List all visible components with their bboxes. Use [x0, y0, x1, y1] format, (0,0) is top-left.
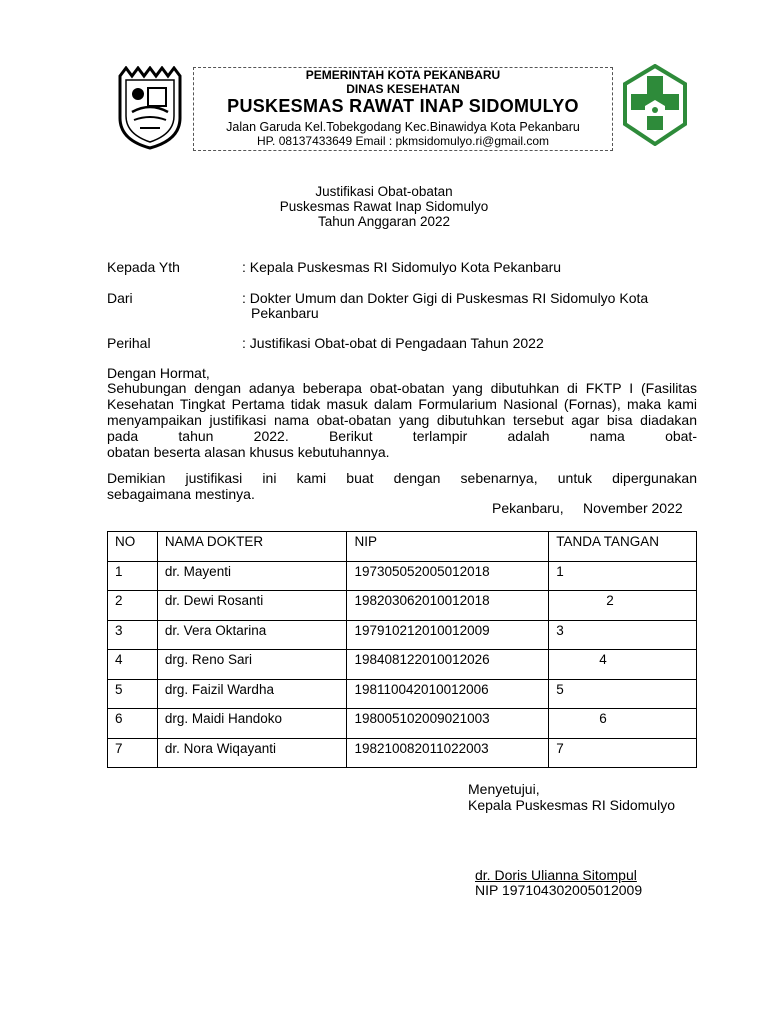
cell-signature: 3 — [549, 620, 697, 650]
to-label: Kepada Yth — [107, 259, 180, 275]
place-date: Pekanbaru, November 2022 — [492, 500, 683, 516]
table-row — [108, 709, 697, 739]
cell-signature: 1 — [549, 561, 697, 591]
header-signature: TANDA TANGAN — [549, 532, 697, 562]
cell-name: drg. Maidi Handoko — [157, 709, 347, 739]
cell-no: 7 — [108, 738, 158, 768]
paragraph-2 — [107, 470, 697, 502]
cell-no: 2 — [108, 591, 158, 621]
paragraph-2-last: sebagaimana mestinya. — [107, 486, 255, 502]
doctor-signature-table — [107, 531, 697, 768]
cell-name: dr. Mayenti — [157, 561, 347, 591]
approval-text: Menyetujui, — [468, 781, 540, 797]
cell-nip: 198203062010012018 — [347, 591, 549, 621]
cell-signature: 6 — [549, 709, 697, 739]
cell-name: dr. Dewi Rosanti — [157, 591, 347, 621]
from-value: : Dokter Umum dan Dokter Gigi di Puskesmas RI Sidomulyo Kota — [242, 290, 649, 306]
cell-nip: 198110042010012006 — [347, 679, 549, 709]
cell-no: 4 — [108, 650, 158, 680]
table-row — [108, 650, 697, 680]
greeting: Dengan Hormat, — [107, 365, 210, 381]
cell-signature: 5 — [549, 679, 697, 709]
cell-nip: 197910212010012009 — [347, 620, 549, 650]
cell-name: dr. Nora Wiqayanti — [157, 738, 347, 768]
cell-name: dr. Vera Oktarina — [157, 620, 347, 650]
cell-nip: 197305052005012018 — [347, 561, 549, 591]
paragraph-1 — [107, 380, 697, 460]
doc-title-line2: Puskesmas Rawat Inap Sidomulyo — [279, 199, 489, 214]
subject-value: : Justifikasi Obat-obat di Pengadaan Tahun 2022 — [242, 335, 544, 351]
doc-title-line3: Tahun Anggaran 2022 — [317, 214, 451, 229]
letterhead-department: DINAS KESEHATAN — [346, 82, 460, 96]
cell-nip: 198408122010012026 — [347, 650, 549, 680]
cell-no: 1 — [108, 561, 158, 591]
cell-nip: 198210082011022003 — [347, 738, 549, 768]
cell-signature: 7 — [549, 738, 697, 768]
table-row — [108, 620, 697, 650]
to-value: : Kepala Puskesmas RI Sidomulyo Kota Pekanbaru — [242, 259, 562, 275]
cell-name: drg. Reno Sari — [157, 650, 347, 680]
cell-nip: 198005102009021003 — [347, 709, 549, 739]
cell-name: drg. Faizil Wardha — [157, 679, 347, 709]
approval-role: Kepala Puskesmas RI Sidomulyo — [468, 797, 675, 813]
header-name: NAMA DOKTER — [157, 532, 347, 562]
paragraph-2-text: Demikian justifikasi ini kami buat dengan sebenarnya, untuk dipergunakan — [107, 470, 697, 486]
cell-signature: 4 — [549, 650, 697, 680]
table-row — [108, 591, 697, 621]
letterhead-name: PUSKESMAS RAWAT INAP SIDOMULYO — [227, 96, 579, 116]
from-value-cont: Pekanbaru — [251, 305, 319, 321]
signer-nip: NIP 197104302005012009 — [475, 882, 643, 898]
cell-no: 6 — [108, 709, 158, 739]
city-crest-logo — [118, 66, 182, 150]
letterhead-address: Jalan Garuda Kel.Tobekgodang Kec.Binawidya Kota Pekanbaru — [226, 120, 580, 134]
letterhead-city: PEMERINTAH KOTA PEKANBARU — [305, 68, 501, 82]
letterhead-contact: HP. 08137433649 Email : pkmsidomulyo.ri@gmail.com — [256, 134, 550, 148]
signer-name: dr. Doris Ulianna Sitompul — [475, 867, 637, 883]
puskesmas-logo — [621, 64, 689, 146]
table-row — [108, 738, 697, 768]
cell-signature: 2 — [549, 591, 697, 621]
table-row — [108, 679, 697, 709]
cell-no: 3 — [108, 620, 158, 650]
header-nip: NIP — [347, 532, 549, 562]
from-label: Dari — [107, 290, 133, 306]
subject-label: Perihal — [107, 335, 151, 351]
table-header-row — [108, 532, 697, 562]
doc-title-line1: Justifikasi Obat-obatan — [315, 184, 453, 199]
letterhead — [193, 67, 613, 151]
cell-no: 5 — [108, 679, 158, 709]
paragraph-1-text: Sehubungan dengan adanya beberapa obat-obatan yang dibutuhkan di FKTP I (Fasilitas Kesehatan Tingkat Pertama tidak masuk dalam Formularium Nasional (Fornas), maka kami menyampaikan justifikasi nama obat-obatan yang dibutuhkan tersebut agar bisa diadakan pada tahun 2022. Berikut terlampir adalah nama obat- — [107, 380, 697, 444]
header-no: NO — [108, 532, 158, 562]
table-row — [108, 561, 697, 591]
paragraph-1-last: obatan beserta alasan khusus kebutuhannya. — [107, 444, 390, 460]
